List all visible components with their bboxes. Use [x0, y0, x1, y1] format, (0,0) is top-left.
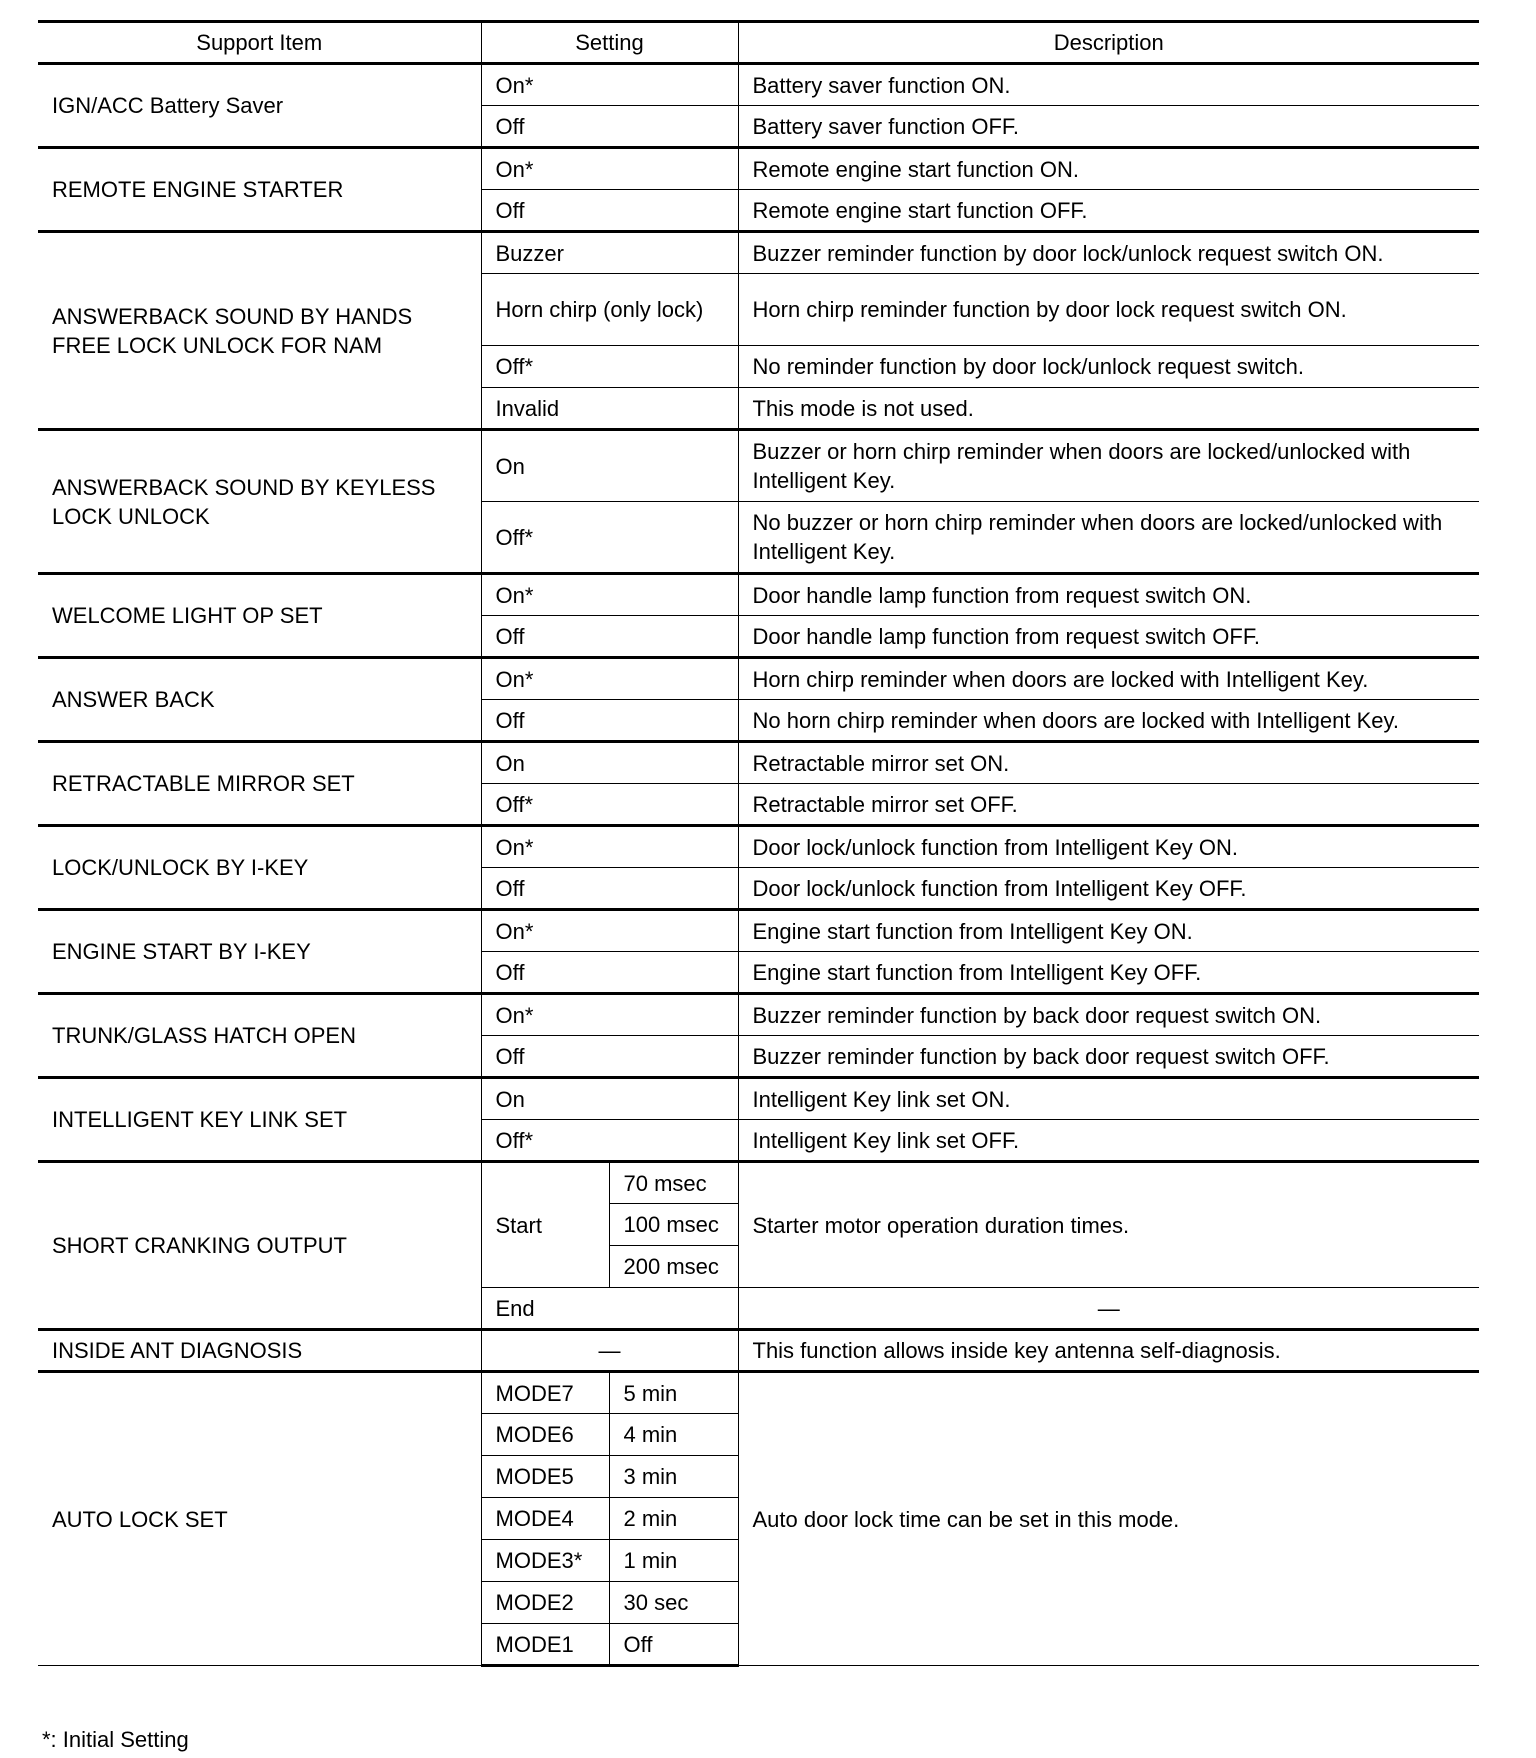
support-item-cell: AUTO LOCK SET — [38, 1372, 481, 1666]
support-item-cell: INSIDE ANT DIAGNOSIS — [38, 1330, 481, 1372]
setting-cell: Start — [481, 1162, 609, 1288]
description-cell: No horn chirp reminder when doors are locked with Intelligent Key. — [738, 700, 1479, 742]
footnote: *: Initial Setting — [42, 1727, 189, 1752]
description-cell: Starter motor operation duration times. — [738, 1162, 1479, 1288]
description-cell: Retractable mirror set OFF. — [738, 784, 1479, 826]
setting-cell: On — [481, 1078, 738, 1120]
time-cell: 4 min — [609, 1414, 738, 1456]
description-cell: Door handle lamp function from request switch OFF. — [738, 616, 1479, 658]
mode-cell: MODE1 — [481, 1624, 609, 1666]
description-cell: Buzzer or horn chirp reminder when doors are locked/unlocked with Intelligent Key. — [738, 430, 1479, 502]
table-row — [38, 826, 1479, 868]
setting-cell: On — [481, 742, 738, 784]
table-body — [38, 22, 1479, 1666]
table-row — [38, 148, 1479, 190]
description-cell: Door handle lamp function from request switch ON. — [738, 574, 1479, 616]
setting-cell: Off — [481, 106, 738, 148]
support-item-table — [38, 20, 1479, 1667]
support-item-cell: ANSWER BACK — [38, 658, 481, 742]
description-cell: Intelligent Key link set ON. — [738, 1078, 1479, 1120]
table-row — [38, 994, 1479, 1036]
description-cell: This function allows inside key antenna self-diagnosis. — [738, 1330, 1479, 1372]
table-row — [38, 1078, 1479, 1120]
description-cell: No reminder function by door lock/unlock request switch. — [738, 346, 1479, 388]
setting-cell: Off — [481, 868, 738, 910]
description-cell: Retractable mirror set ON. — [738, 742, 1479, 784]
support-item-cell: LOCK/UNLOCK BY I-KEY — [38, 826, 481, 910]
description-cell: No buzzer or horn chirp reminder when doors are locked/unlocked with Intelligent Key. — [738, 502, 1479, 574]
description-cell: Battery saver function OFF. — [738, 106, 1479, 148]
table-row — [38, 910, 1479, 952]
duration-cell: 70 msec — [609, 1162, 738, 1204]
description-cell: Horn chirp reminder function by door lock request switch ON. — [738, 274, 1479, 346]
setting-cell: On* — [481, 148, 738, 190]
description-cell: Intelligent Key link set OFF. — [738, 1120, 1479, 1162]
setting-cell: Off — [481, 616, 738, 658]
time-cell: 3 min — [609, 1456, 738, 1498]
setting-cell: Horn chirp (only lock) — [481, 274, 738, 346]
setting-cell: Off — [481, 952, 738, 994]
description-cell: Remote engine start function ON. — [738, 148, 1479, 190]
setting-cell: Off — [481, 1036, 738, 1078]
description-cell: — — [738, 1288, 1479, 1330]
support-item-cell: REMOTE ENGINE STARTER — [38, 148, 481, 232]
table-row — [38, 64, 1479, 106]
setting-cell: Buzzer — [481, 232, 738, 274]
description-cell: Engine start function from Intelligent Key OFF. — [738, 952, 1479, 994]
header-setting: Setting — [481, 22, 738, 64]
setting-cell: Off* — [481, 1120, 738, 1162]
support-item-cell: INTELLIGENT KEY LINK SET — [38, 1078, 481, 1162]
setting-cell: On* — [481, 658, 738, 700]
setting-cell: On* — [481, 574, 738, 616]
setting-cell: Off* — [481, 502, 738, 574]
time-cell: Off — [609, 1624, 738, 1666]
setting-cell: Off — [481, 190, 738, 232]
mode-cell: MODE4 — [481, 1498, 609, 1540]
time-cell: 5 min — [609, 1372, 738, 1414]
time-cell: 2 min — [609, 1498, 738, 1540]
time-cell: 30 sec — [609, 1582, 738, 1624]
setting-cell: Off* — [481, 346, 738, 388]
header-row — [38, 22, 1479, 64]
support-item-cell: WELCOME LIGHT OP SET — [38, 574, 481, 658]
table-row — [38, 232, 1479, 274]
time-cell: 1 min — [609, 1540, 738, 1582]
support-item-cell: ANSWERBACK SOUND BY HANDS FREE LOCK UNLOCK FOR NAM — [38, 232, 481, 430]
setting-cell: On* — [481, 826, 738, 868]
support-item-cell: RETRACTABLE MIRROR SET — [38, 742, 481, 826]
setting-cell: End — [481, 1288, 738, 1330]
mode-cell: MODE7 — [481, 1372, 609, 1414]
setting-cell: — — [481, 1330, 738, 1372]
mode-cell: MODE6 — [481, 1414, 609, 1456]
setting-cell: On* — [481, 64, 738, 106]
description-cell: Remote engine start function OFF. — [738, 190, 1479, 232]
table-row — [38, 658, 1479, 700]
description-cell: Buzzer reminder function by back door request switch OFF. — [738, 1036, 1479, 1078]
duration-cell: 100 msec — [609, 1204, 738, 1246]
description-cell: Door lock/unlock function from Intelligent Key OFF. — [738, 868, 1479, 910]
description-cell: This mode is not used. — [738, 388, 1479, 430]
mode-cell: MODE5 — [481, 1456, 609, 1498]
description-cell: Auto door lock time can be set in this mode. — [738, 1372, 1479, 1666]
mode-cell: MODE2 — [481, 1582, 609, 1624]
support-item-cell: IGN/ACC Battery Saver — [38, 64, 481, 148]
support-item-cell: SHORT CRANKING OUTPUT — [38, 1162, 481, 1330]
table-row — [38, 1330, 1479, 1372]
table-row — [38, 1162, 1479, 1204]
setting-cell: On — [481, 430, 738, 502]
description-cell: Buzzer reminder function by door lock/unlock request switch ON. — [738, 232, 1479, 274]
table-row — [38, 742, 1479, 784]
setting-cell: Off* — [481, 784, 738, 826]
header-support-item: Support Item — [38, 22, 481, 64]
description-cell: Engine start function from Intelligent Key ON. — [738, 910, 1479, 952]
setting-cell: On* — [481, 994, 738, 1036]
description-cell: Door lock/unlock function from Intelligent Key ON. — [738, 826, 1479, 868]
description-cell: Horn chirp reminder when doors are locked with Intelligent Key. — [738, 658, 1479, 700]
duration-cell: 200 msec — [609, 1246, 738, 1288]
support-item-cell: ENGINE START BY I-KEY — [38, 910, 481, 994]
table-row — [38, 1372, 1479, 1414]
table-row — [38, 574, 1479, 616]
mode-cell: MODE3* — [481, 1540, 609, 1582]
description-cell: Buzzer reminder function by back door request switch ON. — [738, 994, 1479, 1036]
setting-cell: On* — [481, 910, 738, 952]
support-item-cell: ANSWERBACK SOUND BY KEYLESS LOCK UNLOCK — [38, 430, 481, 574]
header-description: Description — [738, 22, 1479, 64]
table-row — [38, 430, 1479, 502]
support-item-cell: TRUNK/GLASS HATCH OPEN — [38, 994, 481, 1078]
setting-cell: Invalid — [481, 388, 738, 430]
setting-cell: Off — [481, 700, 738, 742]
description-cell: Battery saver function ON. — [738, 64, 1479, 106]
